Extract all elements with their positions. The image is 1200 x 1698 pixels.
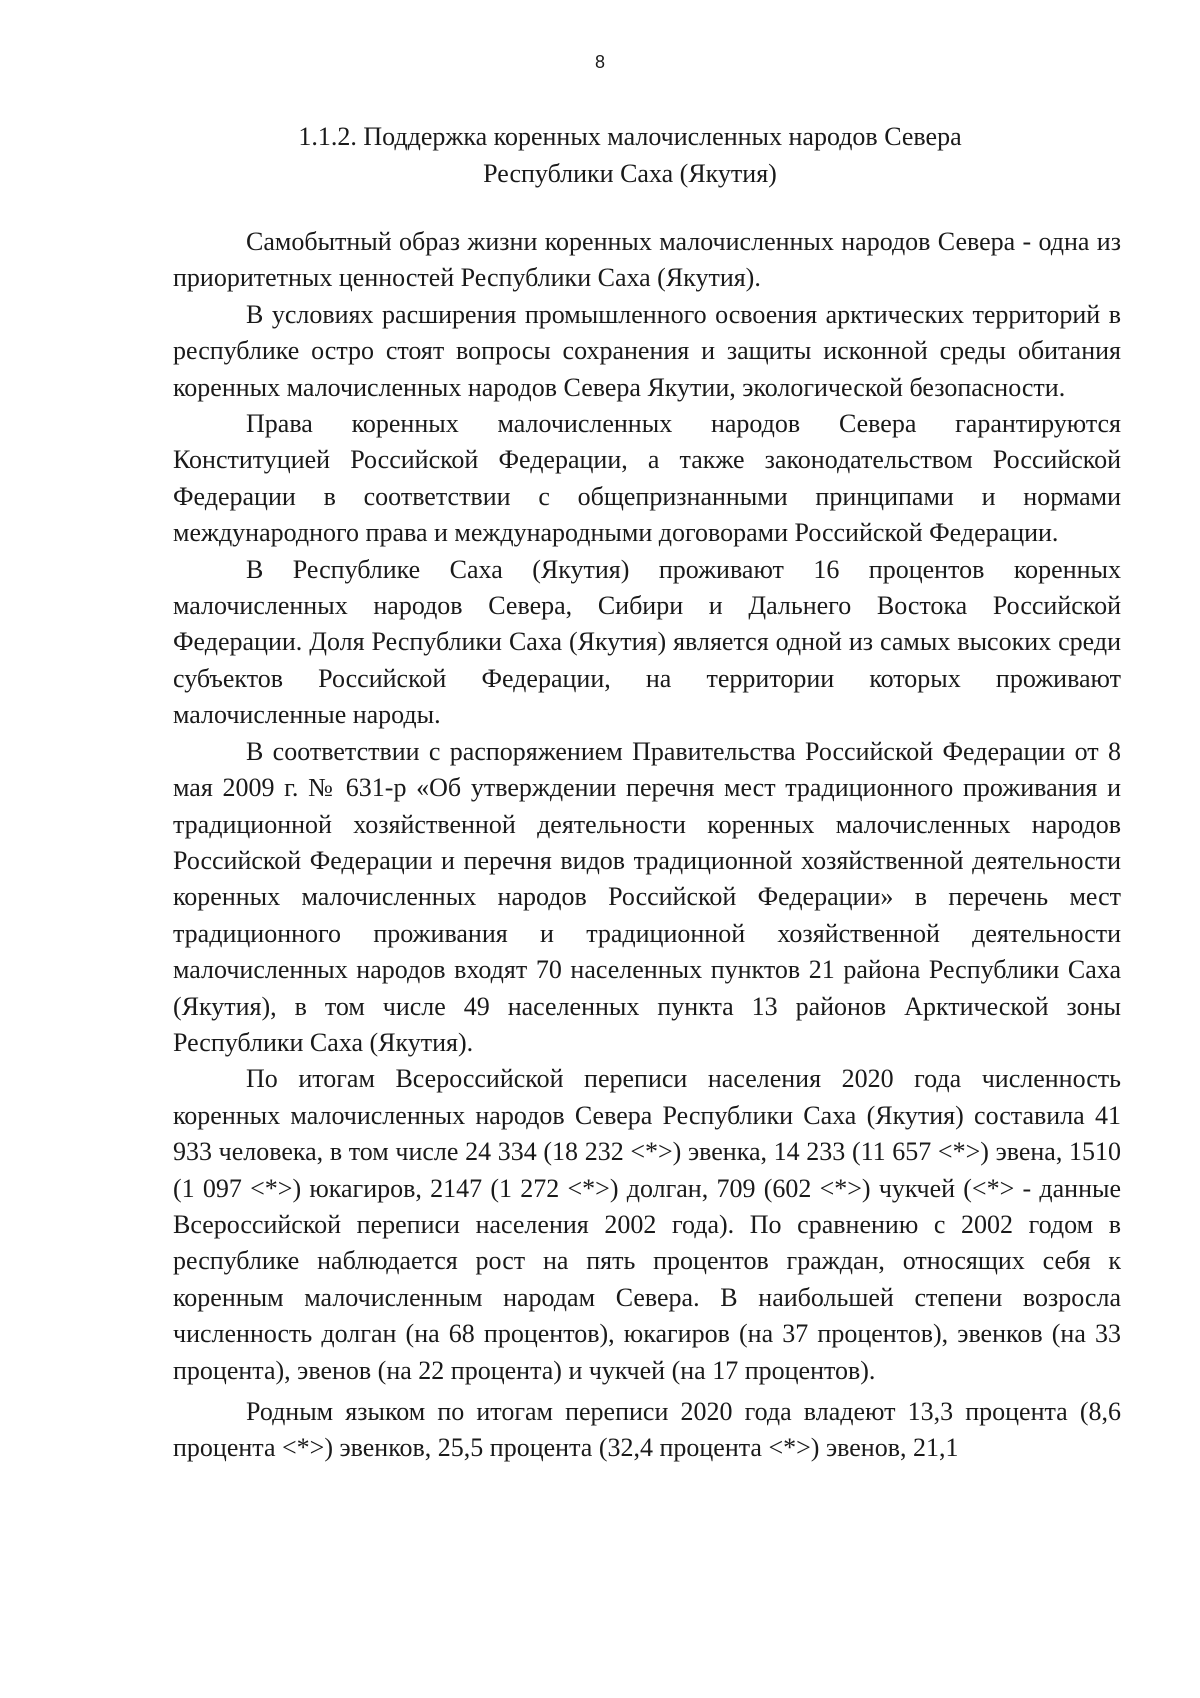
paragraph: Самобытный образ жизни коренных малочисленных народов Севера - одна из приоритетных ценностей Республики Саха (Якутия).	[173, 227, 1121, 293]
page-number: 8	[594, 52, 605, 72]
paragraph: В условиях расширения промышленного освоения арктических территорий в республике остро стоят вопросы сохранения и защиты исконной среды обитания коренных малочисленных народов Севера Якутии, экологической безопасности.	[173, 299, 1121, 402]
paragraph: По итогам Всероссийской переписи населения 2020 года численность коренных малочисленных народов Севера Республики Саха (Якутия) составила 41 933 человека, в том числе 24 334 (18 232 <*>) эвенка, 14 233 (11 657 <*>) эвена, 1510 (1 097 <*>) юкагиров, 2147 (1 272 <*>) долган, 709 (602 <*>) чукчей (<*> - данные Всероссийской переписи населения 2002 года). По сравнению с 2002 годом в республике наблюдается рост на пять процентов граждан, относящих себя к коренным малочисленным народам Севера. В наибольшей степени возросла численность долган (на 68 процентов), юкагиров (на 37 процентов), эвенков (на 33 процента), эвенов (на 22 процента) и чукчей (на 17 процентов).	[173, 1064, 1121, 1385]
paragraph: Права коренных малочисленных народов Севера гарантируются Конституцией Российской Федерации, а также законодательством Российской Федерации в соответствии с общепризнанными принципами и нормами международного права и международными договорами Российской Федерации.	[173, 409, 1121, 548]
paragraph: Родным языком по итогам переписи 2020 года владеют 13,3 процента (8,6 процента <*>) эвенков, 25,5 процента (32,4 процента <*>) эвенов, 21,1	[173, 1397, 1121, 1463]
section-heading-line-1: 1.1.2. Поддержка коренных малочисленных народов Севера	[298, 122, 962, 151]
paragraph: В Республике Саха (Якутия) проживают 16 процентов коренных малочисленных народов Севера, Сибири и Дальнего Востока Российской Федерации. Доля Республики Саха (Якутия) является одной из самых высоких среди субъектов Российской Федерации, на территории которых проживают малочисленные народы.	[173, 554, 1121, 730]
document-body	[173, 224, 1121, 1467]
section-heading-line-2: Республики Саха (Якутия)	[483, 159, 777, 188]
section-heading	[170, 118, 1090, 192]
paragraph: В соответствии с распоряжением Правительства Российской Федерации от 8 мая 2009 г. № 631-р «Об утверждении перечня мест традиционного проживания и традиционной хозяйственной деятельности коренных малочисленных народов Российской Федерации и перечня видов традиционной хозяйственной деятельности коренных малочисленных народов Российской Федерации» в перечень мест традиционного проживания и традиционной хозяйственной деятельности малочисленных народов входят 70 населенных пунктов 21 района Республики Саха (Якутия), в том числе 49 населенных пункта 13 районов Арктической зоны Республики Саха (Якутия).	[173, 736, 1121, 1057]
